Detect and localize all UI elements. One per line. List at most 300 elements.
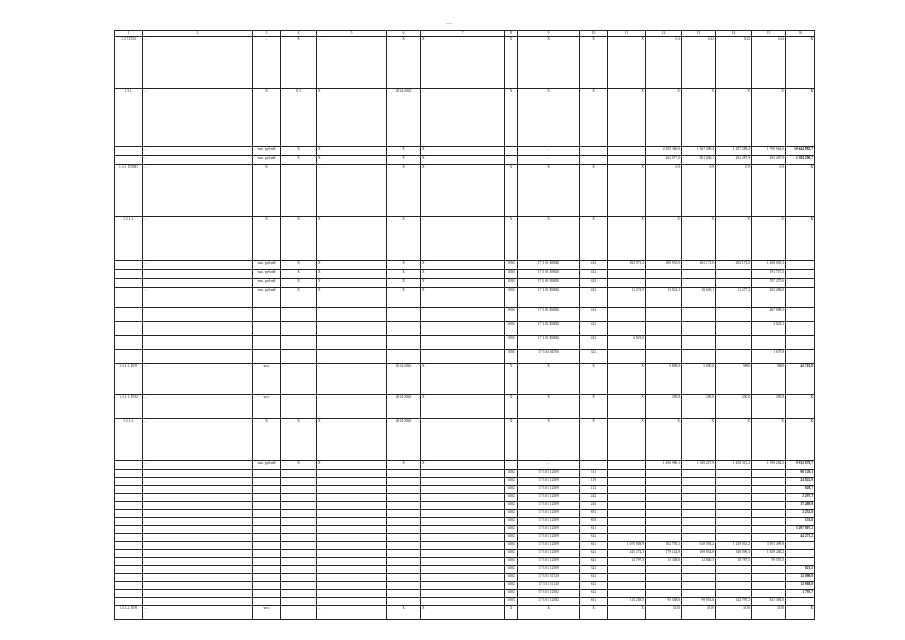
table-cell: X [716, 89, 752, 147]
column-number: 13 [682, 31, 716, 37]
table-cell: 611 [580, 598, 608, 606]
table-cell [317, 322, 387, 336]
table-cell [786, 279, 815, 288]
table-cell: … [317, 364, 387, 395]
table-cell [253, 582, 281, 590]
table-cell [387, 590, 421, 598]
table-cell: чел. [253, 364, 281, 395]
table-cell [421, 470, 505, 478]
table-cell: 0,9 [752, 165, 786, 217]
table-cell: 12 840,5 [682, 558, 716, 566]
table-cell [786, 288, 815, 308]
table-cell: 412 [580, 336, 608, 350]
table-cell: X [505, 37, 518, 89]
table-cell [281, 510, 317, 518]
table-cell [317, 486, 387, 494]
table-row [115, 502, 815, 510]
table-cell: X [253, 419, 281, 461]
column-number: 8 [505, 31, 518, 37]
table-cell: X [518, 165, 580, 217]
table-cell [682, 322, 716, 336]
table-cell: X [646, 419, 682, 461]
table-cell: … [317, 37, 387, 89]
table-cell: 1 167 290,4 [682, 147, 716, 156]
table-cell [143, 502, 253, 510]
table-cell: 17 3 01 12509 [518, 494, 580, 502]
table-cell: 250,0 [682, 395, 716, 419]
table-cell [752, 478, 786, 486]
table-cell: X [281, 419, 317, 461]
table-cell [317, 550, 387, 558]
table-cell: 112 [580, 486, 608, 494]
table-cell [786, 350, 815, 364]
table-cell: X [580, 606, 608, 620]
table-cell: 17 3 01 12509 [518, 470, 580, 478]
column-number: 5 [317, 31, 387, 37]
table-cell [281, 574, 317, 582]
table-cell [253, 534, 281, 542]
table-cell: … [518, 461, 580, 470]
table-cell: 17 3 01 12509 [518, 534, 580, 542]
table-cell [716, 582, 752, 590]
table-row [115, 510, 815, 518]
table-cell: 262 077,0 [646, 156, 682, 165]
table-cell: 17 3 01 51720 [518, 574, 580, 582]
table-cell [387, 486, 421, 494]
table-cell [682, 350, 716, 364]
table-cell: X [752, 217, 786, 261]
table-cell: 1 679,8 [752, 350, 786, 364]
table-cell: 3 023,3 [752, 322, 786, 336]
table-cell [716, 486, 752, 494]
table-cell: X [505, 217, 518, 261]
table-cell [115, 279, 143, 288]
table-cell [646, 494, 682, 502]
table-cell [115, 542, 143, 550]
table-cell [387, 598, 421, 606]
table-cell [281, 558, 317, 566]
table-cell: … [143, 89, 253, 147]
table-cell: 1002 [505, 478, 518, 486]
table-cell [682, 582, 716, 590]
table-cell [786, 558, 815, 566]
table-cell: 467 008,3 [752, 308, 786, 322]
table-cell: 2014-2020 [387, 89, 421, 147]
table-cell: X [387, 261, 421, 270]
table-cell: X [281, 270, 317, 279]
table-cell: 1004 [505, 279, 518, 288]
table-row [115, 350, 815, 364]
table-cell [143, 270, 253, 279]
table-cell [317, 598, 387, 606]
table-cell [387, 494, 421, 502]
table-cell [387, 542, 421, 550]
table-cell: 0,22 [716, 37, 752, 89]
table-cell: X [786, 165, 815, 217]
table-row [115, 89, 815, 147]
table-cell: … [421, 217, 505, 261]
table-cell: X [518, 395, 580, 419]
table-cell [682, 478, 716, 486]
table-cell: X [387, 217, 421, 261]
table-cell: … [143, 461, 253, 470]
table-cell [387, 574, 421, 582]
table-cell [716, 502, 752, 510]
table-cell [387, 582, 421, 590]
table-cell: … [143, 288, 253, 308]
column-number: 10 [580, 31, 608, 37]
table-cell: 17 3 01 12509 [518, 566, 580, 574]
table-row [115, 308, 815, 322]
table-cell [387, 478, 421, 486]
table-cell [115, 526, 143, 534]
table-cell: 348 096,5 [716, 550, 752, 558]
table-cell: тыс. рублей [253, 461, 281, 470]
table-cell: X [421, 288, 505, 308]
table-cell [421, 534, 505, 542]
table-cell [682, 590, 716, 598]
table-cell: 0,22 [752, 37, 786, 89]
table-cell [421, 308, 505, 322]
table-cell: X [505, 89, 518, 147]
table-cell [421, 502, 505, 510]
table-cell [421, 542, 505, 550]
table-cell [115, 336, 143, 350]
table-cell [281, 542, 317, 550]
table-cell: X [317, 261, 387, 270]
table-cell: 17 3 01 12509 [518, 478, 580, 486]
table-cell: 59 555,5 [752, 558, 786, 566]
table-cell: 0,9 [682, 165, 716, 217]
column-number: 16 [786, 31, 815, 37]
table-cell: … [143, 606, 253, 620]
table-cell: 1.3.1.1. ПЭ1 [115, 364, 143, 395]
table-cell [682, 279, 716, 288]
table-cell [253, 566, 281, 574]
table-row [115, 574, 815, 582]
table-cell [387, 470, 421, 478]
table-cell: 17 3 01 12509 [518, 550, 580, 558]
table-cell [317, 582, 387, 590]
table-cell [253, 558, 281, 566]
table-cell: X [646, 89, 682, 147]
table-cell: … [253, 37, 281, 89]
table-cell: X [518, 419, 580, 461]
table-cell [317, 558, 387, 566]
table-row [115, 364, 815, 395]
table-cell [115, 502, 143, 510]
table-cell [682, 518, 716, 526]
table-cell: X [786, 217, 815, 261]
table-cell: X [518, 37, 580, 89]
table-cell: X [518, 364, 580, 395]
table-cell: 1 070 893,9 [608, 542, 646, 550]
table-cell: 17 3 01 R0820 [518, 322, 580, 336]
table-cell: X [752, 419, 786, 461]
table-cell [716, 510, 752, 518]
table-cell [143, 550, 253, 558]
table-cell [115, 574, 143, 582]
table-cell: 292 971,4 [608, 261, 646, 270]
table-cell: 612 [580, 574, 608, 582]
page-number: … [446, 20, 452, 26]
table-cell: 2 455 360,0 [646, 147, 682, 156]
table-cell: 1002 [505, 566, 518, 574]
table-cell [115, 322, 143, 336]
table-cell [716, 526, 752, 534]
table-cell: 0,2 [646, 37, 682, 89]
table-cell: X [682, 89, 716, 147]
table-cell: 3 297 807,2 [786, 526, 815, 534]
table-cell: 17 3 01 12582 [518, 598, 580, 606]
table-cell [646, 590, 682, 598]
table-cell [253, 470, 281, 478]
program-table [114, 30, 813, 612]
table-cell: 245 272,1 [608, 550, 646, 558]
table-cell [752, 336, 786, 350]
table-cell: X [580, 89, 608, 147]
table-cell [682, 308, 716, 322]
table-cell: X [253, 217, 281, 261]
table-cell: X [608, 606, 646, 620]
table-cell: 1006 [505, 350, 518, 364]
table-cell [646, 478, 682, 486]
table-cell [646, 534, 682, 542]
table-cell: 0,3 [281, 89, 317, 147]
table-cell [646, 518, 682, 526]
table-cell [115, 486, 143, 494]
table-cell [115, 550, 143, 558]
table-cell: 18 787,5 [716, 558, 752, 566]
table-row [115, 582, 815, 590]
table-cell: 191 715,3 [752, 270, 786, 279]
table-cell: X [281, 37, 317, 89]
table-cell [281, 322, 317, 336]
table-cell [281, 534, 317, 542]
table-cell: 17 3 01 12509 [518, 526, 580, 534]
table-cell [115, 350, 143, 364]
table-cell: тыс. рублей [253, 288, 281, 308]
column-number: 9 [518, 31, 580, 37]
table-cell: 142 797,2 [716, 598, 752, 606]
table-cell [253, 336, 281, 350]
table-row [115, 217, 815, 261]
table-cell: 17 3 01 R0820 [518, 308, 580, 322]
column-number: 1 [115, 31, 143, 37]
table-cell: X [387, 270, 421, 279]
table-cell: 12 890,8 [786, 574, 815, 582]
table-cell: 1002 [505, 510, 518, 518]
table-cell: 1004 [505, 308, 518, 322]
table-row [115, 279, 815, 288]
table-cell: 1 659 246,2 [752, 550, 786, 558]
table-cell [253, 350, 281, 364]
table-cell [608, 478, 646, 486]
table-row [115, 606, 815, 620]
table-row [115, 518, 815, 526]
table-cell: 153,8 [786, 518, 815, 526]
table-row [115, 534, 815, 542]
table-cell: 90 129,1 [786, 470, 815, 478]
table-cell [143, 308, 253, 322]
table-cell: тыс. рублей [253, 279, 281, 288]
table-cell: X [682, 419, 716, 461]
table-cell: 111 [580, 470, 608, 478]
table-cell: 11 277,2 [716, 288, 752, 308]
table-cell: 1 239 041,2 [716, 542, 752, 550]
column-number: 3 [253, 31, 281, 37]
table-cell [608, 590, 646, 598]
table-cell [646, 350, 682, 364]
table-cell [143, 574, 253, 582]
table-cell [580, 156, 608, 165]
table-cell [317, 526, 387, 534]
table-cell: 2 297,7 [786, 494, 815, 502]
table-cell [682, 336, 716, 350]
table-cell [646, 566, 682, 574]
table-cell [716, 470, 752, 478]
table-cell: X [646, 217, 682, 261]
table-cell [115, 510, 143, 518]
table-cell: … [317, 395, 387, 419]
table-cell [115, 494, 143, 502]
table-row [115, 494, 815, 502]
table-cell: 9 912 878,7 [786, 461, 815, 470]
table-cell [646, 574, 682, 582]
table-cell [752, 582, 786, 590]
table-cell: X [281, 461, 317, 470]
table-cell [317, 510, 387, 518]
table-cell [682, 486, 716, 494]
table-cell [143, 534, 253, 542]
table-cell [608, 270, 646, 279]
table-cell [143, 582, 253, 590]
table-cell [115, 270, 143, 279]
column-number: 14 [716, 31, 752, 37]
table-cell [115, 518, 143, 526]
table-cell [716, 279, 752, 288]
table-cell: X [505, 395, 518, 419]
table-cell [115, 147, 143, 156]
table-cell [752, 470, 786, 478]
column-number: 4 [281, 31, 317, 37]
table-cell: … [143, 364, 253, 395]
table-cell [716, 350, 752, 364]
table-cell [387, 350, 421, 364]
table-cell: … [143, 37, 253, 89]
table-cell [608, 279, 646, 288]
table-cell [752, 518, 786, 526]
table-row [115, 526, 815, 534]
table-cell [421, 336, 505, 350]
table-row [115, 558, 815, 566]
table-cell [387, 526, 421, 534]
table-cell [253, 590, 281, 598]
table-cell: 37 489,9 [786, 502, 815, 510]
table-cell: 851 [580, 510, 608, 518]
table-cell: X [608, 37, 646, 89]
table-cell: … [143, 261, 253, 270]
table-row [115, 37, 815, 89]
table-cell: чел. [253, 395, 281, 419]
table-cell: 1 456 986,1 [646, 461, 682, 470]
table-cell: 302 793,1 [646, 542, 682, 550]
table-cell [317, 502, 387, 510]
table-cell [421, 582, 505, 590]
table-cell [608, 461, 646, 470]
table-cell [646, 526, 682, 534]
table-cell [752, 590, 786, 598]
table-cell [143, 470, 253, 478]
table-cell [716, 336, 752, 350]
table-cell: X [608, 89, 646, 147]
table-cell: X [518, 217, 580, 261]
table-cell: 1.3.7.ПЭ2 [115, 37, 143, 89]
table-cell: 1.3.1.1. ПЭ2 [115, 395, 143, 419]
table-row [115, 478, 815, 486]
table-cell: 321 [580, 566, 608, 574]
table-cell: 1 790 944,6 [752, 147, 786, 156]
table-cell: 5 800,0 [682, 364, 716, 395]
table-cell: X [421, 156, 505, 165]
table-cell: 621 394,0 [752, 598, 786, 606]
table-cell: X [317, 217, 387, 261]
table-cell: 95 548,6 [646, 598, 682, 606]
table-cell [281, 502, 317, 510]
table-cell [646, 510, 682, 518]
table-cell [421, 590, 505, 598]
table-cell: 169 834,8 [682, 550, 716, 558]
table-cell: 42 710,8 [786, 364, 815, 395]
table-cell: X [580, 165, 608, 217]
table-cell [505, 156, 518, 165]
table-cell: X [682, 217, 716, 261]
table-cell [608, 574, 646, 582]
table-cell [716, 308, 752, 322]
table-cell [608, 534, 646, 542]
table-cell [580, 147, 608, 156]
table-cell: 14 797,5 [608, 558, 646, 566]
table-cell [505, 461, 518, 470]
table-cell [281, 395, 317, 419]
table-cell [253, 598, 281, 606]
table-cell [716, 574, 752, 582]
table-cell: 5800 [752, 364, 786, 395]
table-cell: 17 3 01 12509 [518, 502, 580, 510]
table-cell [387, 518, 421, 526]
table-cell [421, 574, 505, 582]
column-number: 12 [646, 31, 682, 37]
table-cell: X [387, 461, 421, 470]
table-cell [115, 478, 143, 486]
table-row [115, 550, 815, 558]
table-cell [115, 470, 143, 478]
table-cell: X [421, 364, 505, 395]
table-cell [253, 494, 281, 502]
table-cell: 1002 [505, 550, 518, 558]
table-cell [752, 566, 786, 574]
table-cell [281, 598, 317, 606]
table-cell [421, 350, 505, 364]
table-cell: 412 [580, 261, 608, 270]
table-cell [421, 510, 505, 518]
table-cell [143, 510, 253, 518]
table-cell [716, 590, 752, 598]
table-cell: X [505, 165, 518, 217]
table-cell: 3110 [716, 606, 752, 620]
table-cell [281, 550, 317, 558]
table-cell [317, 574, 387, 582]
